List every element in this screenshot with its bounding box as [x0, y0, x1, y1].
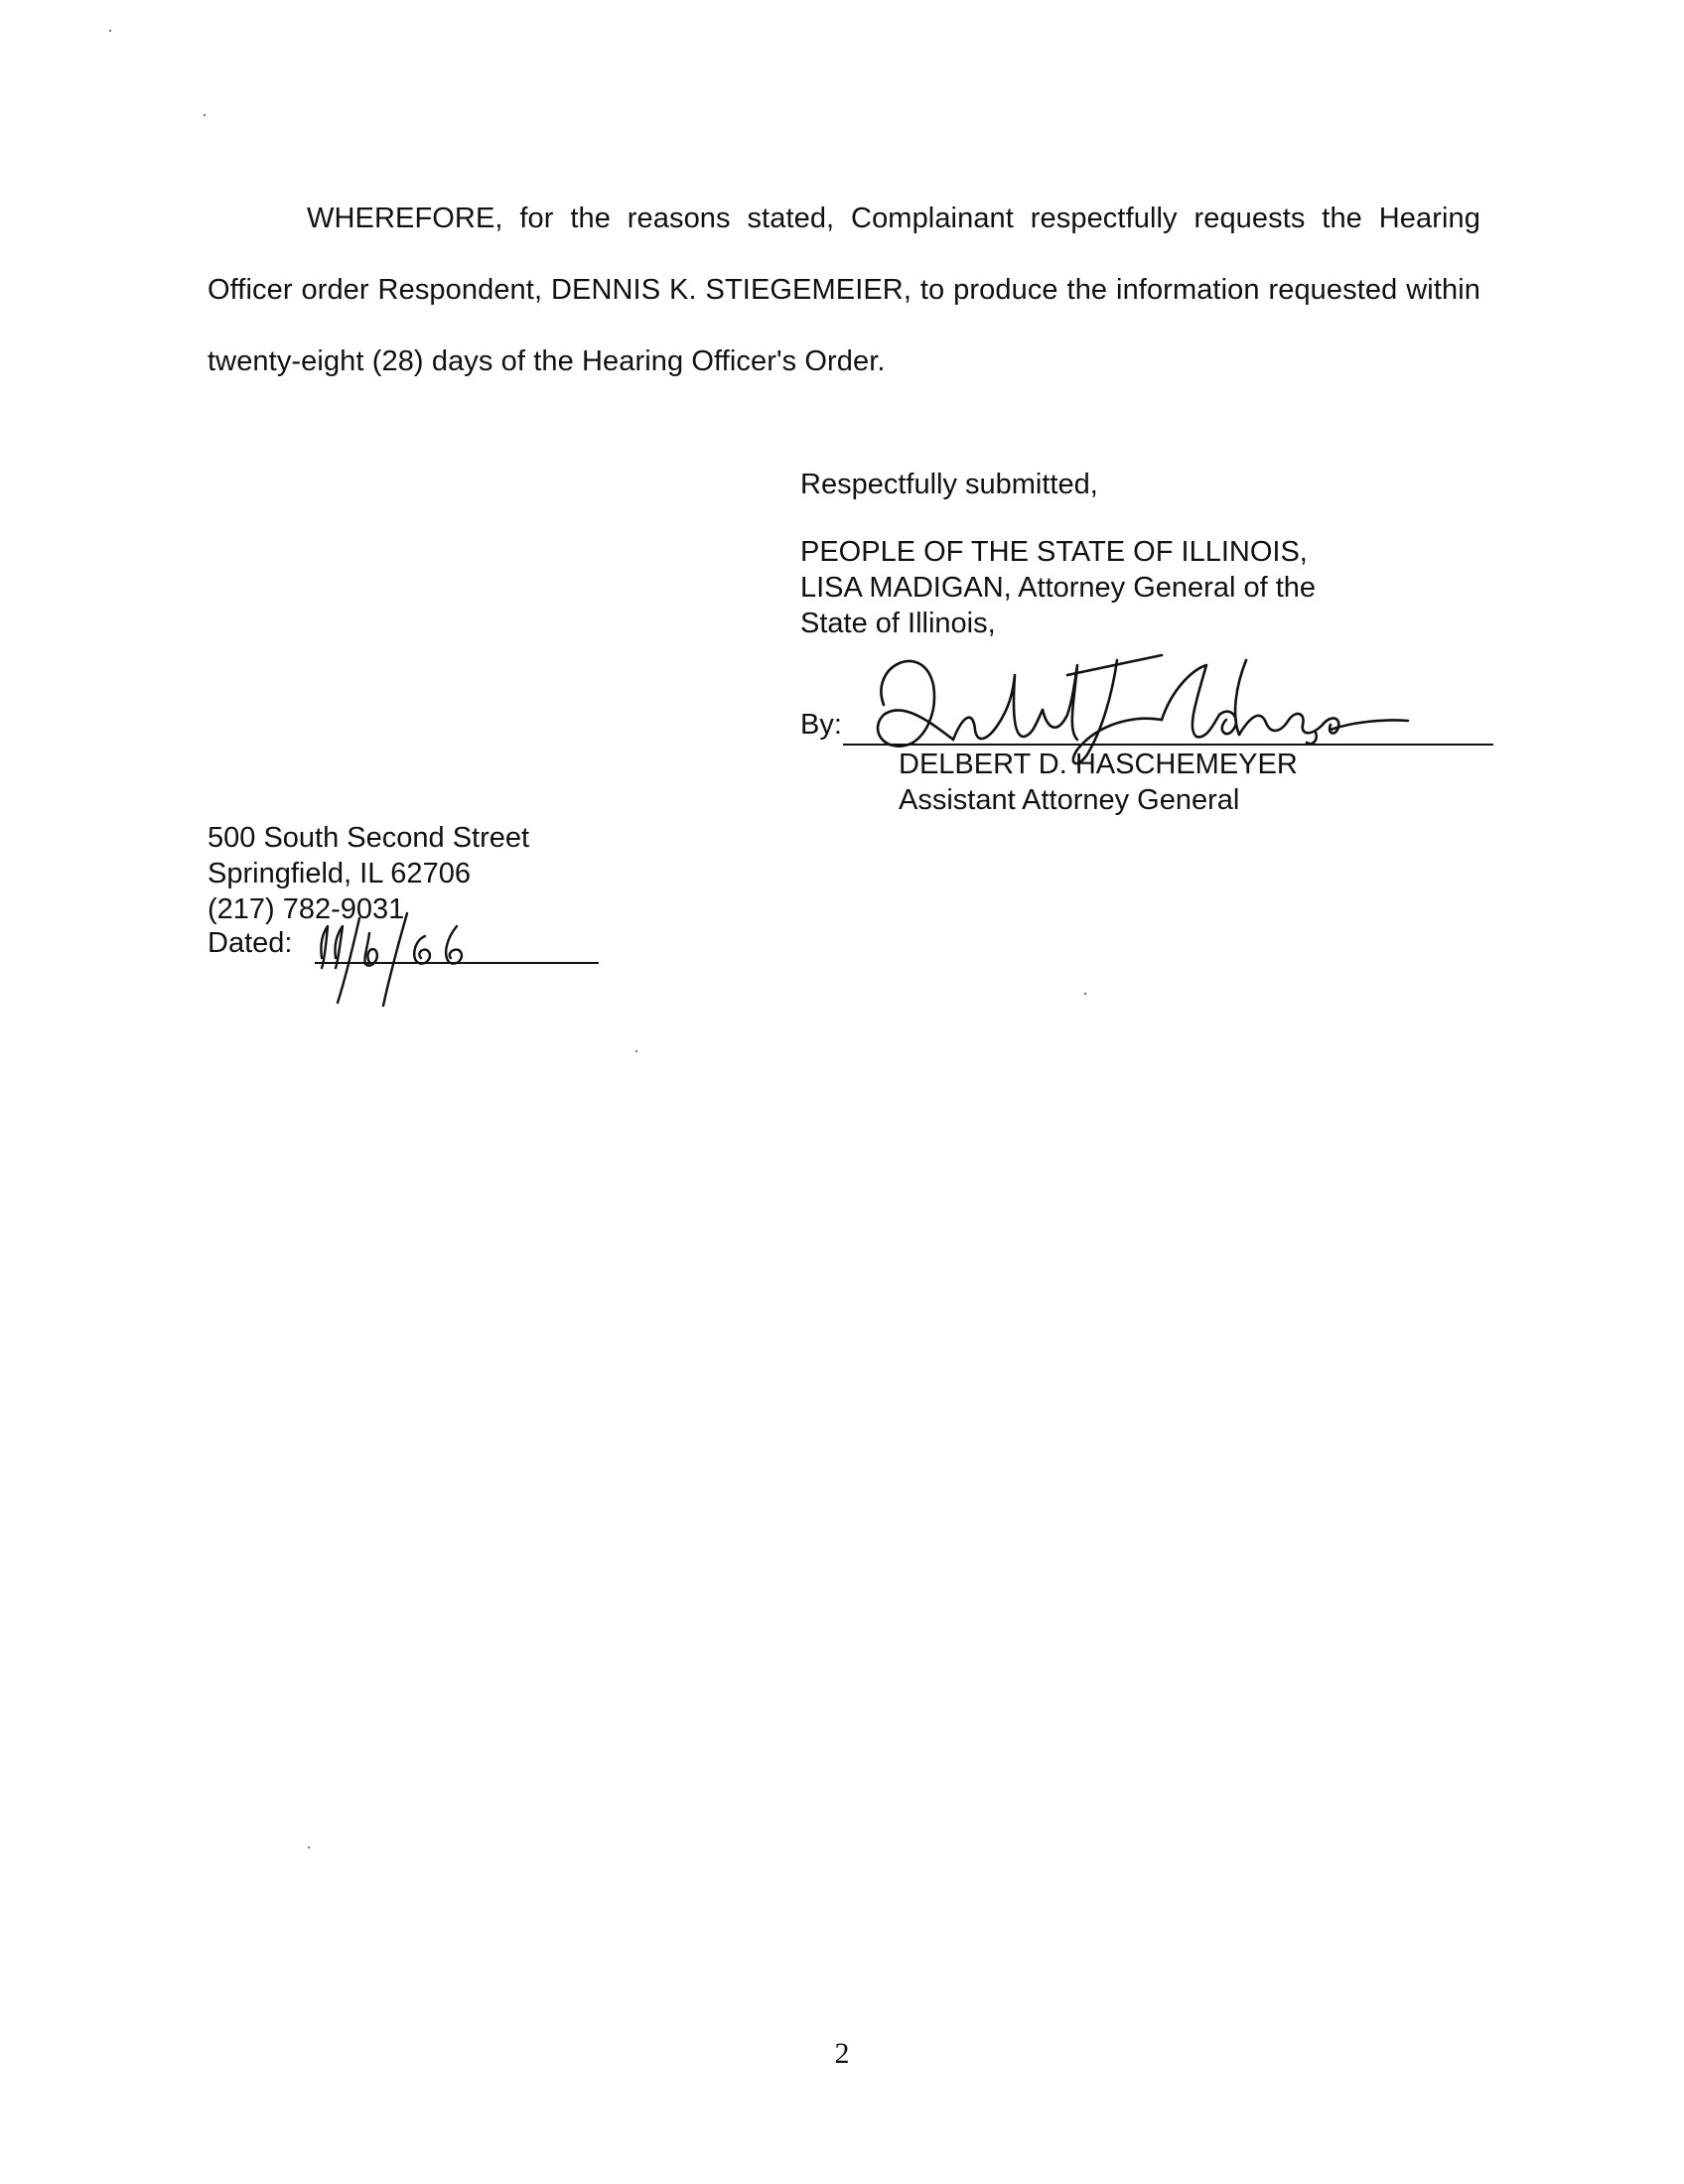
scan-speck	[1084, 993, 1086, 995]
party-block	[800, 534, 1316, 641]
signer-name: DELBERT D. HASCHEMEYER	[899, 749, 1298, 780]
paragraph-line: Officer order Respondent, DENNIS K. STIEGEMEIER, to produce the information requested within	[208, 274, 1480, 306]
party-line: State of Illinois,	[800, 608, 996, 639]
handwritten-date	[298, 898, 526, 1008]
scan-speck	[204, 114, 206, 116]
paragraph-line: twenty-eight (28) days of the Hearing Officer's Order.	[208, 345, 886, 377]
party-line: PEOPLE OF THE STATE OF ILLINOIS,	[800, 536, 1308, 568]
page-number: 2	[834, 2037, 850, 2070]
phone-line: (217) 782-9031	[208, 893, 405, 925]
party-line: LISA MADIGAN, Attorney General of the	[800, 572, 1317, 604]
scan-speck	[308, 1846, 310, 1848]
signer-title: Assistant Attorney General	[899, 784, 1240, 816]
dated-label: Dated:	[208, 927, 293, 959]
by-label: By:	[800, 709, 842, 741]
closing-text: Respectfully submitted,	[800, 469, 1098, 500]
address-line: Springfield, IL 62706	[208, 858, 471, 889]
scan-speck	[109, 30, 111, 32]
paragraph-line: WHEREFORE, for the reasons stated, Complainant respectfully requests the Hearing	[307, 203, 1480, 234]
wherefore-paragraph	[208, 183, 1480, 397]
handwritten-signature	[864, 645, 1420, 784]
scan-speck	[635, 1050, 637, 1052]
address-line: 500 South Second Street	[208, 822, 530, 854]
